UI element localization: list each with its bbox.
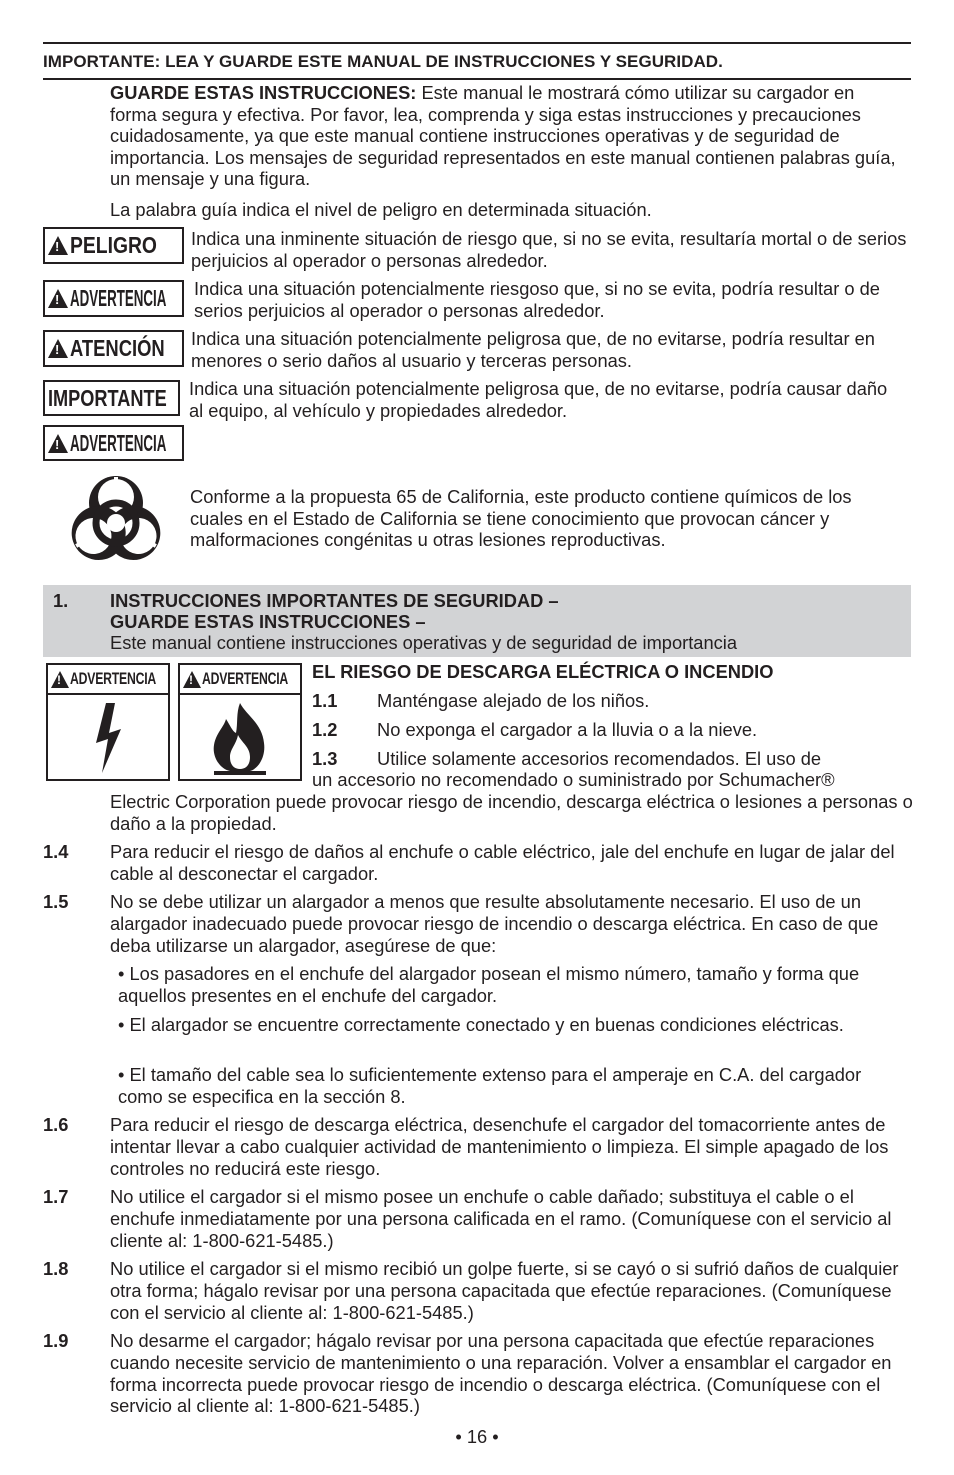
item-text: Para reducir el riesgo de daños al enchufe o cable eléctrico, jale del enchufe en lugar de jalar del cable al desconectar el cargador.	[110, 841, 895, 884]
peligro-desc: Indica una inminente situación de riesgo que, si no se evita, resultaría mortal o de serios perjuicios al operador o personas alrededor.	[191, 228, 907, 271]
item-1-3-line2: un accesorio no recomendado o suministrado por Schumacher®	[312, 769, 835, 790]
warning-triangle-icon	[48, 339, 68, 358]
item-number: 1.5	[43, 891, 69, 912]
prop65-text: Conforme a la propuesta 65 de California, este producto contiene químicos de los cuales en el Estado de California se tiene conocimiento que provocan cáncer y malformaciones congénitas u otras lesiones reproductivas.	[190, 486, 852, 551]
prop65-advertencia-label: ! ADVERTENCIA	[43, 425, 184, 461]
importante-label: IMPORTANTE	[43, 380, 180, 416]
item-1-3: 1.3 Utilice solamente accesorios recomendados. El uso de	[312, 748, 822, 769]
item-1-3-continuation: Electric Corporation puede provocar riesgo de incendio, descarga eléctrica o lesiones a personas o daño a la propiedad.	[110, 791, 913, 834]
bullet-item: • El alargador se encuentre correctamente conectado y en buenas condiciones eléctricas.	[118, 1014, 844, 1035]
warning-triangle-icon	[48, 289, 68, 308]
item-1-1: 1.1 Manténgase alejado de los niños.	[312, 690, 650, 711]
importante-desc: Indica una situación potencialmente peligrosa que, de no evitarse, podría causar daño al equipo, al vehículo y propiedades alrededor.	[189, 378, 888, 421]
biohazard-icon	[56, 467, 176, 579]
page-number: • 16 •	[455, 1426, 499, 1447]
section-title-line1: INSTRUCCIONES IMPORTANTES DE SEGURIDAD –	[110, 590, 559, 611]
item-number: 1.9	[43, 1330, 69, 1351]
warning-triangle-icon	[48, 236, 68, 255]
signal-word-intro: La palabra guía indica el nivel de peligro en determinada situación.	[110, 199, 652, 220]
section-subtitle: Este manual contiene instrucciones operativas y de seguridad de importancia	[110, 632, 737, 653]
item-text: No utilice el cargador si el mismo recibió un golpe fuerte, si se cayó o si sufrió daños de cualquier otra forma; hágalo revisar por una persona capacitada que efectúe reparaciones. (Comuníquese con el servicio al cliente al: 1-800-621-5485.)	[110, 1258, 899, 1323]
header-rule	[43, 78, 911, 80]
item-1-2: 1.2 No exponga el cargador a la lluvia o a la nieve.	[312, 719, 758, 740]
lightning-bolt-icon	[48, 695, 168, 781]
item-text: No se debe utilizar un alargador a menos que resulte absolutamente necesario. El uso de un alargador inadecuado puede provocar riesgo de incendio o descarga eléctrica. En caso de que deba utilizarse un alargador, asegúrese de que:	[110, 891, 879, 956]
bullet-item: • El tamaño del cable sea lo suficientemente extenso para el amperaje en C.A. del cargador como se especifica en la sección 8.	[118, 1064, 862, 1107]
intro-paragraph	[110, 82, 900, 190]
item-text: Para reducir el riesgo de descarga eléctrica, desenchufe el cargador del tomacorriente antes de intentar llevar a cabo cualquier actividad de mantenimiento o limpieza. El simple apagado de los controles no reducirá este riesgo.	[110, 1114, 889, 1179]
advertencia-label: ! ADVERTENCIA	[43, 280, 184, 317]
warning-triangle-icon	[51, 671, 69, 688]
item-text: No desarme el cargador; hágalo revisar por una persona capacitada que efectúe reparaciones cuando necesite servicio de mantenimiento o una reparación. Volver a ensamblar el cargador en forma incorrecta puede provocar riesgo de incendio o descarga eléctrica. (Comuníquese con el servicio al cliente al: 1-800-621-5485.)	[110, 1330, 892, 1417]
shock-fire-heading: EL RIESGO DE DESCARGA ELÉCTRICA O INCENDIO	[312, 661, 774, 682]
page-header: IMPORTANTE: LEA Y GUARDE ESTE MANUAL DE INSTRUCCIONES Y SEGURIDAD.	[43, 52, 723, 71]
warning-triangle-icon	[48, 434, 68, 453]
section-title-line2: GUARDE ESTAS INSTRUCCIONES –	[110, 611, 426, 632]
intro-text: Este manual le mostrará cómo utilizar su cargador en forma segura y efectiva. Por favor, lea, comprenda y siga estas instrucciones y precauciones cuidadosamente, ya que este manual contiene instrucciones operativas y de seguridad de importancia. Los mensajes de seguridad representados en este manual contienen palabras guía, un mensaje y una figura.	[110, 82, 896, 190]
item-number: 1.8	[43, 1258, 69, 1279]
item-text: No utilice el cargador si el mismo posee un enchufe o cable dañado; substituya el cable o el enchufe inmediatamente por una persona calificada en el ramo. (Comuníquese con el servicio al cliente al: 1-800-621-5485.)	[110, 1186, 892, 1251]
item-number: 1.4	[43, 841, 69, 862]
item-number: 1.6	[43, 1114, 69, 1135]
bullet-item: • Los pasadores en el enchufe del alargador posean el mismo número, tamaño y forma que aquellos presentes en el enchufe del cargador.	[118, 963, 860, 1006]
fire-warning-box: ! ADVERTENCIA	[178, 663, 302, 781]
intro-lead: GUARDE ESTAS INSTRUCCIONES:	[110, 82, 417, 103]
section-number: 1.	[53, 590, 69, 611]
item-number: 1.7	[43, 1186, 69, 1207]
atencion-desc: Indica una situación potencialmente peligrosa que, de no evitarse, podría resultar en menores o serio daños al usuario y terceras personas.	[191, 328, 875, 371]
advertencia-desc: Indica una situación potencialmente riesgoso que, si no se evita, podría resultar o de serios perjuicios al operador o personas alrededor.	[194, 278, 880, 321]
shock-warning-box: ! ADVERTENCIA	[46, 663, 170, 781]
flame-icon	[180, 695, 300, 781]
atencion-label: ! ATENCIÓN	[43, 330, 184, 367]
peligro-label: ! PELIGRO	[43, 227, 184, 264]
warning-triangle-icon	[183, 671, 201, 688]
top-rule	[43, 42, 911, 44]
